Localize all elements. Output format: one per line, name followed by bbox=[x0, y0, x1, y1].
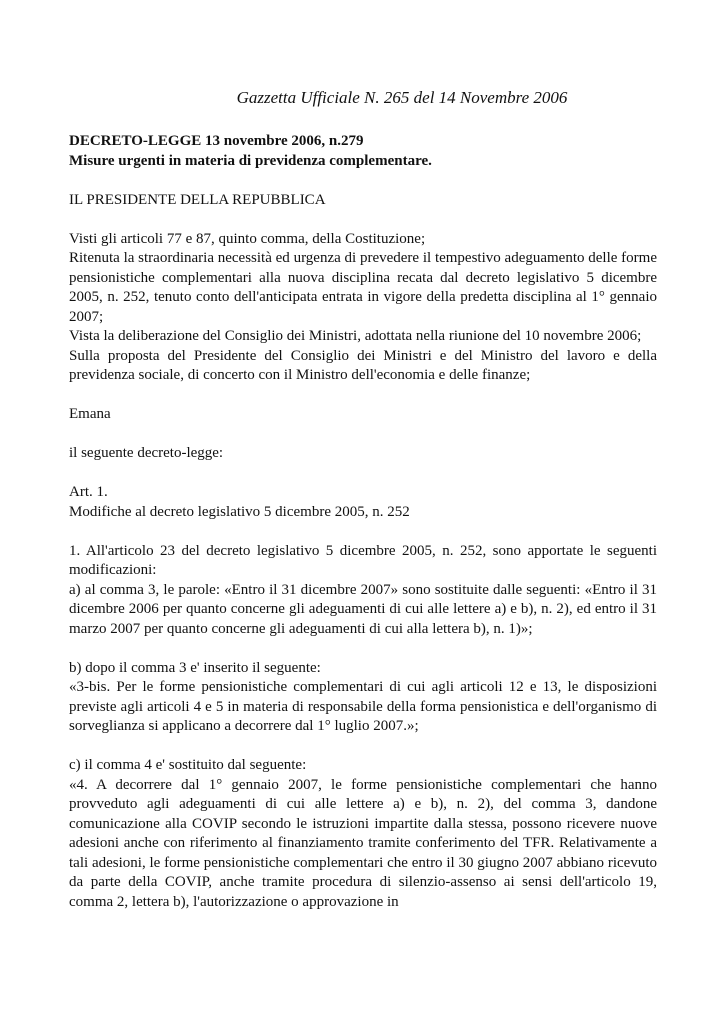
decree-title: DECRETO-LEGGE 13 novembre 2006, n.279 bbox=[69, 133, 364, 149]
paragraph-c-intro: c) il comma 4 e' sostituito dal seguente: bbox=[69, 757, 307, 773]
decree-subtitle: Misure urgenti in materia di previdenza complementare. bbox=[69, 152, 432, 169]
paragraph-c-text: «4. A decorrere dal 1° gennaio 2007, le forme pensionistiche complementari che hanno provveduto agli adeguamenti di cui alle lettere a) e b), n. 2), del comma 3, dandone comunicazione alla COVIP secondo le istruzioni impartite dalla stessa, possono ricevere nuove adesioni anche con riferimento al finanziamento tramite conferimento del TFR. Relativamente a tali adesioni, le forme pensionistiche complementari che entro il 30 giugno 2007 abbiano ricevuto da parte della COVIP, anche tramite procedura di silenzio-assenso ai sensi dell'articolo 19, comma 2, lettera b), l'autorizzazione o approvazione in bbox=[69, 776, 657, 910]
vista-paragraph: Vista la deliberazione del Consiglio dei Ministri, adottata nella riunione del 10 novembre 2006; bbox=[69, 328, 642, 344]
president-heading: IL PRESIDENTE DELLA REPUBBLICA bbox=[69, 191, 326, 208]
document-page bbox=[69, 86, 657, 912]
article-number: Art. 1. bbox=[69, 484, 108, 500]
emana-line: Emana bbox=[69, 406, 111, 422]
gazzetta-header: Gazzetta Ufficiale N. 265 del 14 Novembre 2006 bbox=[236, 88, 568, 107]
article-title: Modifiche al decreto legislativo 5 dicembre 2005, n. 252 bbox=[69, 503, 410, 520]
paragraph-1: 1. All'articolo 23 del decreto legislativo 5 dicembre 2005, n. 252, sono apportate le seguenti modificazioni: bbox=[69, 542, 657, 578]
sulla-paragraph: Sulla proposta del Presidente del Consiglio dei Ministri e del Ministro del lavoro e della previdenza sociale, di concerto con il Ministro dell'economia e delle finanze; bbox=[69, 347, 657, 383]
paragraph-b-intro: b) dopo il comma 3 e' inserito il seguente: bbox=[69, 659, 321, 676]
paragraph-b-text: «3-bis. Per le forme pensionistiche complementari di cui agli articoli 12 e 13, le disposizioni previste agli articoli 4 e 5 in materia di responsabile della forma pensionistica e dell'organismo di sorveglianza si applicano a decorrere dal 1° luglio 2007.»; bbox=[69, 679, 657, 734]
ritenuta-paragraph: Ritenuta la straordinaria necessità ed urgenza di prevedere il tempestivo adeguamento delle forme pensionistiche complementari alla nuova disciplina recata dal decreto legislativo 5 dicembre 2005, n. 252, tenuto conto dell'anticipata entrata in vigore della predetta disciplina al 1° gennaio 2007; bbox=[69, 250, 657, 325]
seguente-line: il seguente decreto-legge: bbox=[69, 445, 224, 461]
visti-paragraph: Visti gli articoli 77 e 87, quinto comma, della Costituzione; bbox=[69, 230, 426, 247]
paragraph-a: a) al comma 3, le parole: «Entro il 31 dicembre 2007» sono sostituite dalle seguenti: «Entro il 31 dicembre 2006 per quanto concerne gli adeguamenti di cui alle lettere a) e b), n. 2), ed entro il 31 marzo 2007 per quanto concerne gli adeguamenti di cui alla lettera b), n. 1)»; bbox=[69, 581, 657, 637]
